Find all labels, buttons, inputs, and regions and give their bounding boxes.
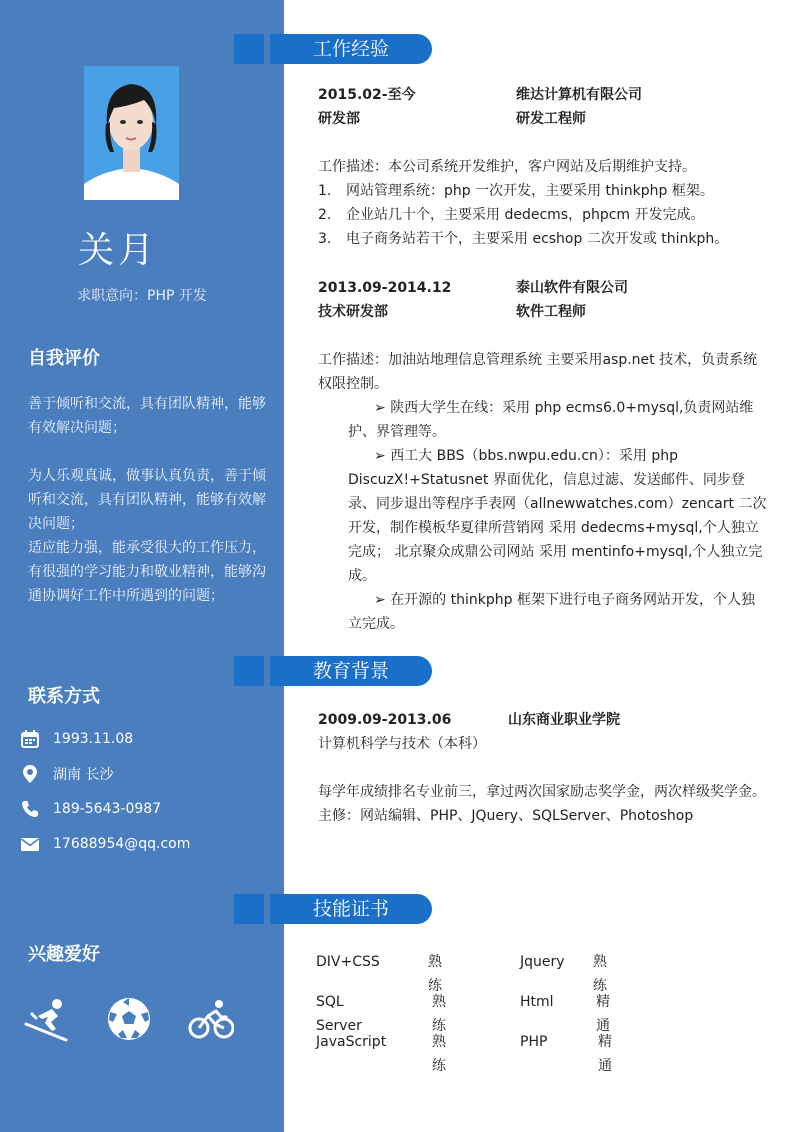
arrow-bullet-icon: ➢ <box>374 400 391 416</box>
cycling-icon <box>188 996 234 1042</box>
soccer-icon <box>106 996 152 1042</box>
work-heading: 工作经验 <box>270 34 432 64</box>
job-desc: 工作描述：本公司系统开发维护，客户网站及后期维护支持。 <box>318 159 696 175</box>
skill-name: SQL Server <box>316 994 362 1034</box>
skill-level: 熟练 <box>432 994 446 1034</box>
contact-heading: 联系方式 <box>28 686 100 707</box>
self-eval-p2: 为人乐观真诚，做事认真负责，善于倾听和交流，具有团队精神，能够有效解决问题； <box>28 468 266 532</box>
skill-level: 熟练 <box>432 1034 446 1074</box>
skill-level: 熟练 <box>593 954 607 994</box>
contact-birth <box>20 729 133 749</box>
skill-level: 精通 <box>596 994 610 1034</box>
sidebar <box>0 0 284 1132</box>
contact-location <box>20 764 113 784</box>
hobbies-heading: 兴趣爱好 <box>28 944 100 965</box>
skill-name: DIV+CSS <box>316 954 380 970</box>
job-period: 2015.02-至今 <box>318 87 416 103</box>
job-1 <box>318 83 768 251</box>
skill-level: 精通 <box>598 1034 612 1074</box>
job-company: 泰山软件有限公司 <box>516 280 628 296</box>
skills-heading: 技能证书 <box>270 894 432 924</box>
job-2 <box>318 276 768 636</box>
job-item: 2. 企业站几十个，主要采用 dedecms，phpcm 开发完成。 <box>318 207 705 223</box>
education-block <box>318 708 768 828</box>
contact-email <box>20 834 190 854</box>
job-bullet: ➢ 在开源的 thinkphp 框架下进行电子商务网站开发，个人独立完成。 <box>348 592 755 632</box>
job-title: 软件工程师 <box>516 304 586 320</box>
edu-school: 山东商业职业学院 <box>508 712 620 728</box>
edu-desc: 每学年成绩排名专业前三，拿过两次国家励志奖学金，两次样级奖学金。 <box>318 784 766 800</box>
self-eval-p1: 善于倾听和交流，具有团队精神，能够有效解决问题； <box>28 396 266 436</box>
self-eval-text <box>28 392 268 608</box>
job-desc: 工作描述：加油站地理信息管理系统 主要采用asp.net 技术，负责系统权限控制。 <box>318 352 758 392</box>
edu-courses: 主修：网站编辑、PHP、JQuery、SQLServer、Photoshop <box>318 808 694 824</box>
location-pin-icon <box>20 764 40 784</box>
skill-name: Jquery <box>520 954 565 970</box>
mail-icon <box>20 834 40 854</box>
edu-major: 计算机科学与技术（本科） <box>318 736 486 752</box>
calendar-icon <box>20 729 40 749</box>
edu-period: 2009.09-2013.06 <box>318 712 452 728</box>
candidate-name: 关月 <box>77 230 158 271</box>
email-text[interactable]: 17688954@qq.com <box>53 836 191 852</box>
location-text: 湖南 长沙 <box>53 767 114 783</box>
arrow-bullet-icon: ➢ <box>374 448 391 464</box>
job-period: 2013.09-2014.12 <box>318 280 452 296</box>
job-company: 维达计算机有限公司 <box>516 87 642 103</box>
job-dept: 技术研发部 <box>318 304 388 320</box>
self-eval-p3: 适应能力强，能承受很大的工作压力，有很强的学习能力和敬业精神，能够沟通协调好工作中所遇到的问题； <box>28 540 266 604</box>
skill-name: JavaScript <box>316 1034 387 1050</box>
skiing-icon <box>24 996 70 1042</box>
profile-photo <box>84 66 179 200</box>
job-item: 3. 电子商务站若干个，主要采用 ecshop 二次开发或 thinkph。 <box>318 231 729 247</box>
job-bullet: ➢ 西工大 BBS（bbs.nwpu.edu.cn）：采用 php DiscuzX!+Statusnet 界面优化，信息过滤、发送邮件、同步登录、同步退出等程序手表网（allnewwatches.com）zencart 二次开发，制作模板华夏律所营销网 采用 dedecms+mysql,个人独立完成； 北京聚众成鼎公司网站 采用 mentinfo+mysql,个人独立完成。 <box>348 448 767 584</box>
self-eval-heading: 自我评价 <box>28 348 100 369</box>
job-item: 1. 网站管理系统：php 一次开发，主要采用 thinkphp 框架。 <box>318 183 714 199</box>
job-bullet: ➢ 陕西大学生在线：采用 php ecms6.0+mysql,负责网站维护、界管理等。 <box>348 400 754 440</box>
skill-name: PHP <box>520 1034 548 1050</box>
job-intent: 求职意向：PHP 开发 <box>77 288 207 304</box>
contact-phone <box>20 799 161 819</box>
education-heading: 教育背景 <box>270 656 432 686</box>
skill-level: 熟练 <box>428 954 442 994</box>
phone-text[interactable]: 189-5643-0987 <box>53 801 162 817</box>
job-dept: 研发部 <box>318 111 360 127</box>
skill-name: Html <box>520 994 554 1010</box>
arrow-bullet-icon: ➢ <box>374 592 391 608</box>
birth-text: 1993.11.08 <box>53 731 134 747</box>
job-title: 研发工程师 <box>516 111 586 127</box>
hobbies-row <box>24 996 234 1042</box>
phone-icon <box>20 799 40 819</box>
